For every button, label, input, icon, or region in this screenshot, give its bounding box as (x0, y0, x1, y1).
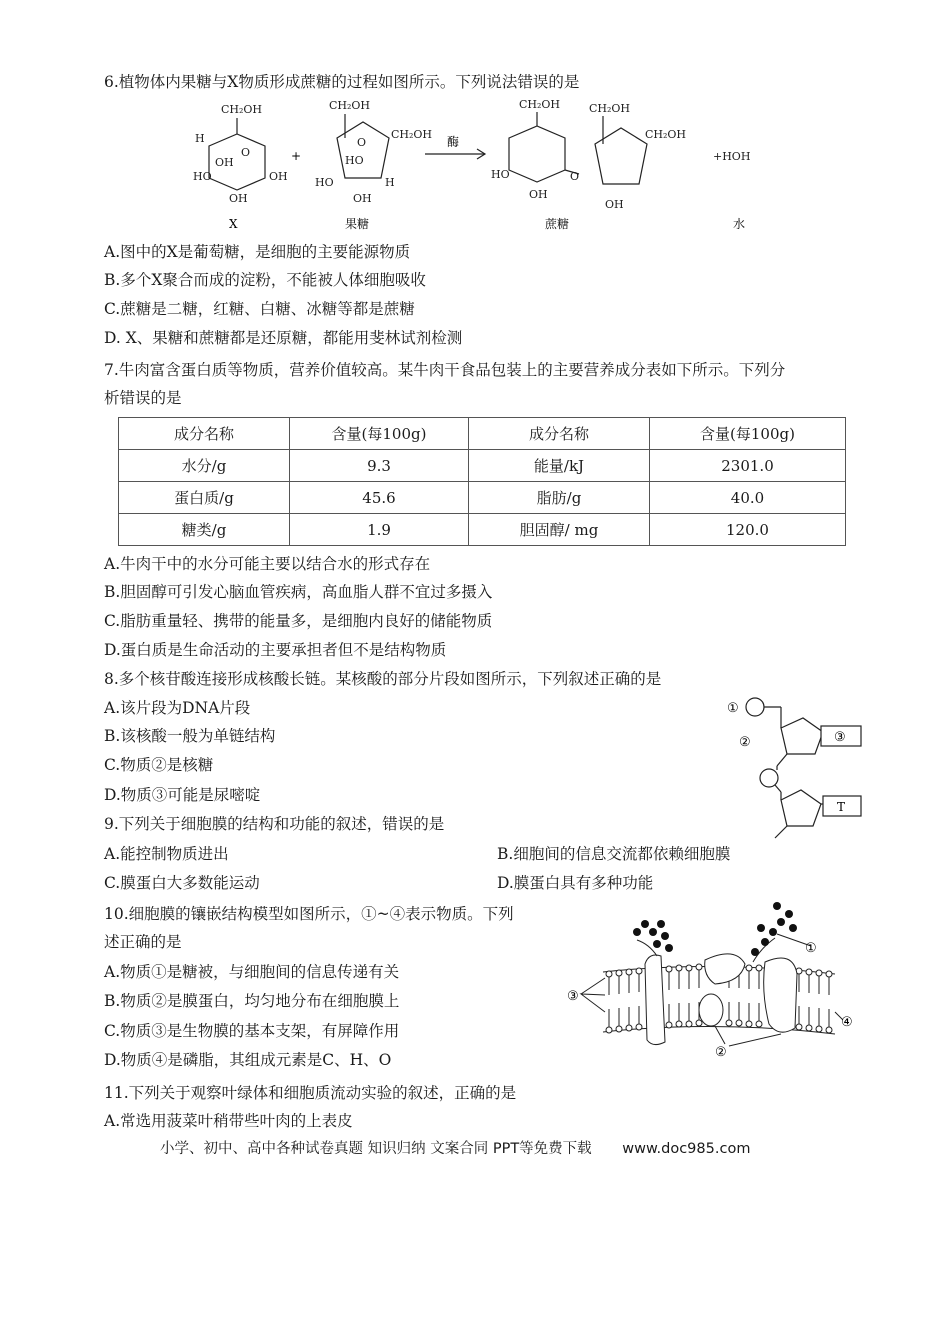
q8-option-c: C.物质②是核糖 (104, 756, 214, 774)
suc-ch2oh2: CH₂OH (589, 102, 631, 115)
x-h1: H (195, 132, 205, 145)
nuc-label-3: ③ (834, 730, 846, 745)
q7-option-b: B.胆固醇可引发心脑血管疾病，高血脂人群不宜过多摄入 (104, 583, 493, 601)
suc-oh1: OH (529, 188, 548, 201)
q10-stem-line1: 10.细胞膜的镶嵌结构模型如图所示，①~④表示物质。下列 (104, 905, 514, 923)
x-oh2: OH (269, 170, 288, 183)
q10-option-c: C.物质③是生物膜的基本支架，有屏障作用 (104, 1022, 400, 1040)
q9-stem: 9.下列关于细胞膜的结构和功能的叙述，错误的是 (104, 815, 445, 833)
fru-oh: OH (353, 192, 372, 205)
x-label: X (229, 217, 238, 231)
table-cell: 蛋白质/g (119, 482, 290, 514)
table-header-cell: 含量(每100g) (290, 418, 469, 450)
q6-stem: 6.植物体内果糖与X物质形成蔗糖的过程如图所示。下列说法错误的是 (104, 73, 580, 91)
q7-option-d: D.蛋白质是生命活动的主要承担者但不是结构物质 (104, 641, 447, 659)
x-o: O (241, 146, 251, 159)
q11-option-a: A.常选用菠菜叶稍带些叶肉的上表皮 (104, 1112, 353, 1130)
q11-stem: 11.下列关于观察叶绿体和细胞质流动实验的叙述，正确的是 (104, 1084, 517, 1102)
q8-option-a: A.该片段为DNA片段 (104, 699, 251, 717)
q10-option-b: B.物质②是膜蛋白，均匀地分布在细胞膜上 (104, 992, 400, 1010)
q6-option-d: D. X、果糖和蔗糖都是还原糖，都能用斐林试剂检测 (104, 329, 463, 347)
fructose-label: 果糖 (345, 217, 370, 231)
table-header-row (119, 418, 846, 450)
q8-option-d: D.物质③可能是尿嘧啶 (104, 786, 261, 804)
membrane-label-2: ② (715, 1045, 727, 1060)
x-oh1: OH (215, 156, 234, 169)
table-cell: 糖类/g (119, 514, 290, 546)
nucleotide-chain-figure (725, 692, 875, 842)
table-cell: 120.0 (650, 514, 846, 546)
table-cell: 2301.0 (650, 450, 846, 482)
suc-ch2oh3: CH₂OH (645, 128, 687, 141)
enzyme-label: 酶 (447, 135, 460, 149)
fru-ho: HO (345, 154, 364, 167)
q7-option-c: C.脂肪重量轻、携带的能量多，是细胞内良好的储能物质 (104, 612, 493, 630)
suc-o-link: O (570, 170, 580, 183)
q9-option-c: C.膜蛋白大多数能运动 (104, 874, 260, 892)
fru-h: H (385, 176, 395, 189)
suc-oh2: OH (605, 198, 624, 211)
table-row (119, 514, 846, 546)
sucrose-label: 蔗糖 (545, 217, 570, 231)
fru-ch2oh2: CH₂OH (391, 128, 433, 141)
table-row (119, 450, 846, 482)
table-header-cell: 含量(每100g) (650, 418, 846, 450)
suc-ho: HO (491, 168, 510, 181)
table-header-cell: 成分名称 (469, 418, 650, 450)
q10-stem-line2: 述正确的是 (104, 933, 182, 951)
q9-option-d: D.膜蛋白具有多种功能 (497, 874, 654, 892)
q8-stem: 8.多个核苷酸连接形成核酸长链。某核酸的部分片段如图所示，下列叙述正确的是 (104, 670, 662, 688)
x-ch2oh: CH₂OH (221, 103, 263, 116)
q10-option-a: A.物质①是糖被，与细胞间的信息传递有关 (104, 963, 400, 981)
q6-option-c: C.蔗糖是二糖，红糖、白糖、冰糖等都是蔗糖 (104, 300, 415, 318)
fru-ho2: HO (315, 176, 334, 189)
page-footer (160, 1137, 750, 1158)
table-cell: 45.6 (290, 482, 469, 514)
sucrose-synthesis-figure (185, 98, 765, 234)
q10-option-d: D.物质④是磷脂，其组成元素是C、H、O (104, 1051, 392, 1069)
q9-option-b: B.细胞间的信息交流都依赖细胞膜 (497, 845, 731, 863)
table-row (119, 482, 846, 514)
q6-option-a: A.图中的X是葡萄糖，是细胞的主要能源物质 (104, 243, 411, 261)
membrane-label-4: ④ (841, 1015, 853, 1030)
q7-stem-line2: 析错误的是 (104, 389, 182, 407)
q7-option-a: A.牛肉干中的水分可能主要以结合水的形式存在 (104, 555, 431, 573)
q8-option-b: B.该核酸一般为单链结构 (104, 727, 276, 745)
table-cell: 脂肪/g (469, 482, 650, 514)
footer-text: 小学、初中、高中各种试卷真题 知识归纳 文案合同 PPT等免费下载 (160, 1141, 592, 1157)
x-oh3: OH (229, 192, 248, 205)
x-ho: HO (193, 170, 212, 183)
membrane-model-figure (565, 902, 865, 1062)
q6-option-b: B.多个X聚合而成的淀粉，不能被人体细胞吸收 (104, 271, 426, 289)
table-cell: 40.0 (650, 482, 846, 514)
hoh-label: +HOH (713, 150, 751, 163)
water-label: 水 (733, 217, 746, 231)
table-cell: 1.9 (290, 514, 469, 546)
nuc-label-2: ② (739, 735, 751, 750)
nuc-base-t: T (837, 800, 846, 814)
membrane-label-3: ③ (567, 989, 579, 1004)
table-cell: 水分/g (119, 450, 290, 482)
table-cell: 9.3 (290, 450, 469, 482)
table-cell: 能量/kJ (469, 450, 650, 482)
q9-option-a: A.能控制物质进出 (104, 845, 229, 863)
plus-sign: + (291, 149, 302, 163)
table-cell: 胆固醇/ mg (469, 514, 650, 546)
membrane-label-1: ① (805, 941, 817, 956)
nuc-label-1: ① (727, 701, 739, 716)
footer-url[interactable]: www.doc985.com (622, 1141, 751, 1157)
fru-o: O (357, 136, 367, 149)
nutrition-table (118, 417, 846, 546)
suc-ch2oh1: CH₂OH (519, 98, 561, 111)
q7-stem-line1: 7.牛肉富含蛋白质等物质，营养价值较高。某牛肉干食品包装上的主要营养成分表如下所示。下列分 (104, 361, 786, 379)
table-header-cell: 成分名称 (119, 418, 290, 450)
fru-ch2oh1: CH₂OH (329, 99, 371, 112)
